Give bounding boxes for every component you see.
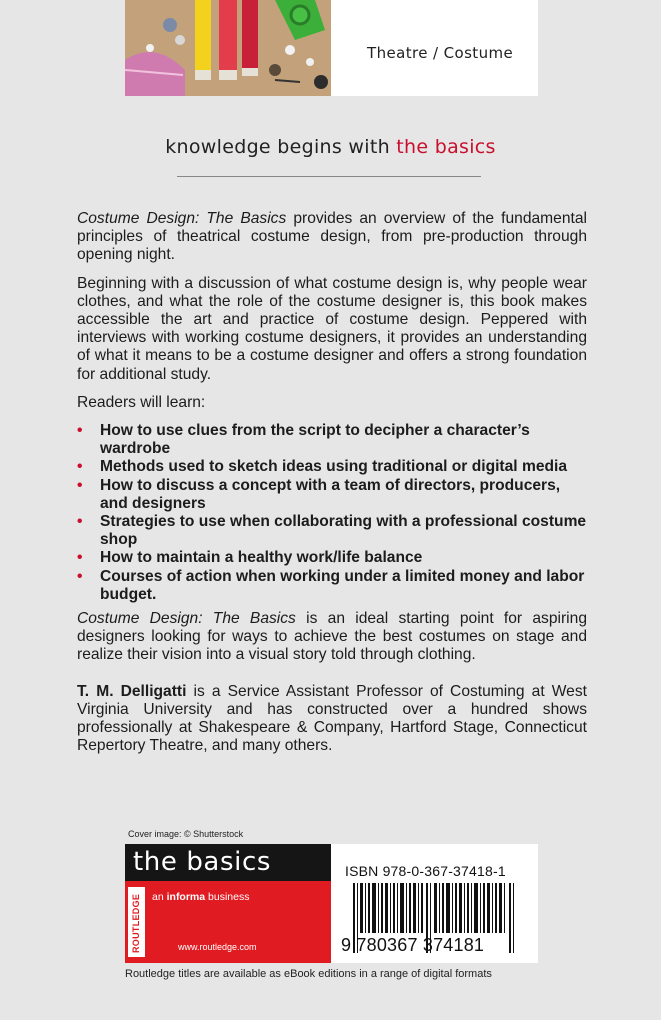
top-banner — [125, 0, 538, 96]
learning-item — [77, 458, 587, 476]
cover-credit: Cover image: © Shutterstock — [128, 829, 244, 839]
barcode-digits: 9 780367 374181 — [341, 935, 485, 955]
author-name: T. M. Delligatti — [77, 682, 187, 700]
tagline-prefix: knowledge begins with — [165, 136, 390, 158]
bullet-icon: • — [77, 549, 83, 567]
intro-paragraph — [77, 210, 587, 265]
learning-list — [77, 422, 587, 604]
sewing-notions-photo — [125, 0, 331, 96]
tagline — [0, 136, 661, 158]
ebook-availability-note: Routledge titles are available as eBook editions in a range of digital formats — [125, 968, 492, 980]
learning-item — [77, 513, 587, 549]
publisher-band — [125, 844, 538, 963]
informa-tagline — [152, 891, 250, 903]
isbn-number: ISBN 978-0-367-37418-1 — [345, 863, 506, 879]
routledge-logo-text: ROUTLEDGE — [131, 893, 141, 953]
readers-intro: Readers will learn: — [77, 393, 206, 411]
learning-item-text: Courses of action when working under a limited money and labor budget. — [100, 567, 585, 603]
category-label — [331, 0, 538, 96]
publisher-panel — [125, 881, 331, 963]
closing-text: is an ideal starting point for aspiring designers looking for ways to achieve the best costumes on stage and realize their vision into a visual story told through clothing. — [77, 610, 587, 664]
closing-title-italic: Costume Design: The Basics — [77, 610, 296, 628]
barcode-panel — [331, 844, 538, 963]
series-banner — [125, 844, 331, 881]
category-text: Theatre / Costume — [367, 44, 514, 62]
informa-prefix: an — [152, 891, 164, 903]
series-block — [125, 844, 331, 963]
bullet-icon: • — [77, 513, 83, 531]
back-cover-copy — [77, 210, 587, 765]
tagline-accent: the basics — [396, 136, 496, 158]
learning-item — [77, 477, 587, 513]
publisher-website: www.routledge.com — [178, 942, 257, 952]
closing-paragraph — [77, 610, 587, 665]
informa-bold: informa — [166, 891, 206, 903]
learning-item — [77, 549, 587, 567]
intro-text: provides an overview of the fundamental principles of theatrical costume design, from pre-production through opening night. — [77, 210, 587, 264]
learning-item-text: How to maintain a healthy work/life balance — [100, 549, 423, 567]
learning-item-text: Methods used to sketch ideas using traditional or digital media — [100, 458, 568, 476]
learning-item-text: How to use clues from the script to decipher a character’s wardrobe — [100, 422, 530, 458]
bullet-icon: • — [77, 476, 83, 494]
learning-item-text: How to discuss a concept with a team of directors, producers, and designers — [100, 476, 561, 512]
routledge-logo — [128, 887, 145, 957]
author-bio — [77, 683, 587, 756]
learning-item — [77, 422, 587, 458]
bullet-icon: • — [77, 422, 83, 440]
overview-paragraph: Beginning with a discussion of what costume design is, why people wear clothes, and what the role of the costume designer is, this book makes accessible the art and practice of costume design. Peppered with interviews with working costume designers, it provides an understanding of what it means to be a costume designer and offers a strong foundation for additional study. — [77, 274, 587, 383]
learning-item-text: Strategies to use when collaborating with a professional costume shop — [100, 513, 587, 549]
series-name: the basics — [133, 847, 271, 877]
informa-suffix: business — [208, 891, 250, 903]
divider-rule — [177, 176, 481, 177]
book-title-italic: Costume Design: The Basics — [77, 210, 287, 227]
bullet-icon: • — [77, 567, 83, 585]
bullet-icon: • — [77, 458, 83, 476]
learning-item — [77, 568, 587, 604]
author-bio-text: is a Service Assistant Professor of Costuming at West Virginia University and has constructed over a hundred shows professionally at Shakespeare & Company, Hartford Stage, Connecticut Repertory Theatre, and many others. — [77, 682, 587, 755]
